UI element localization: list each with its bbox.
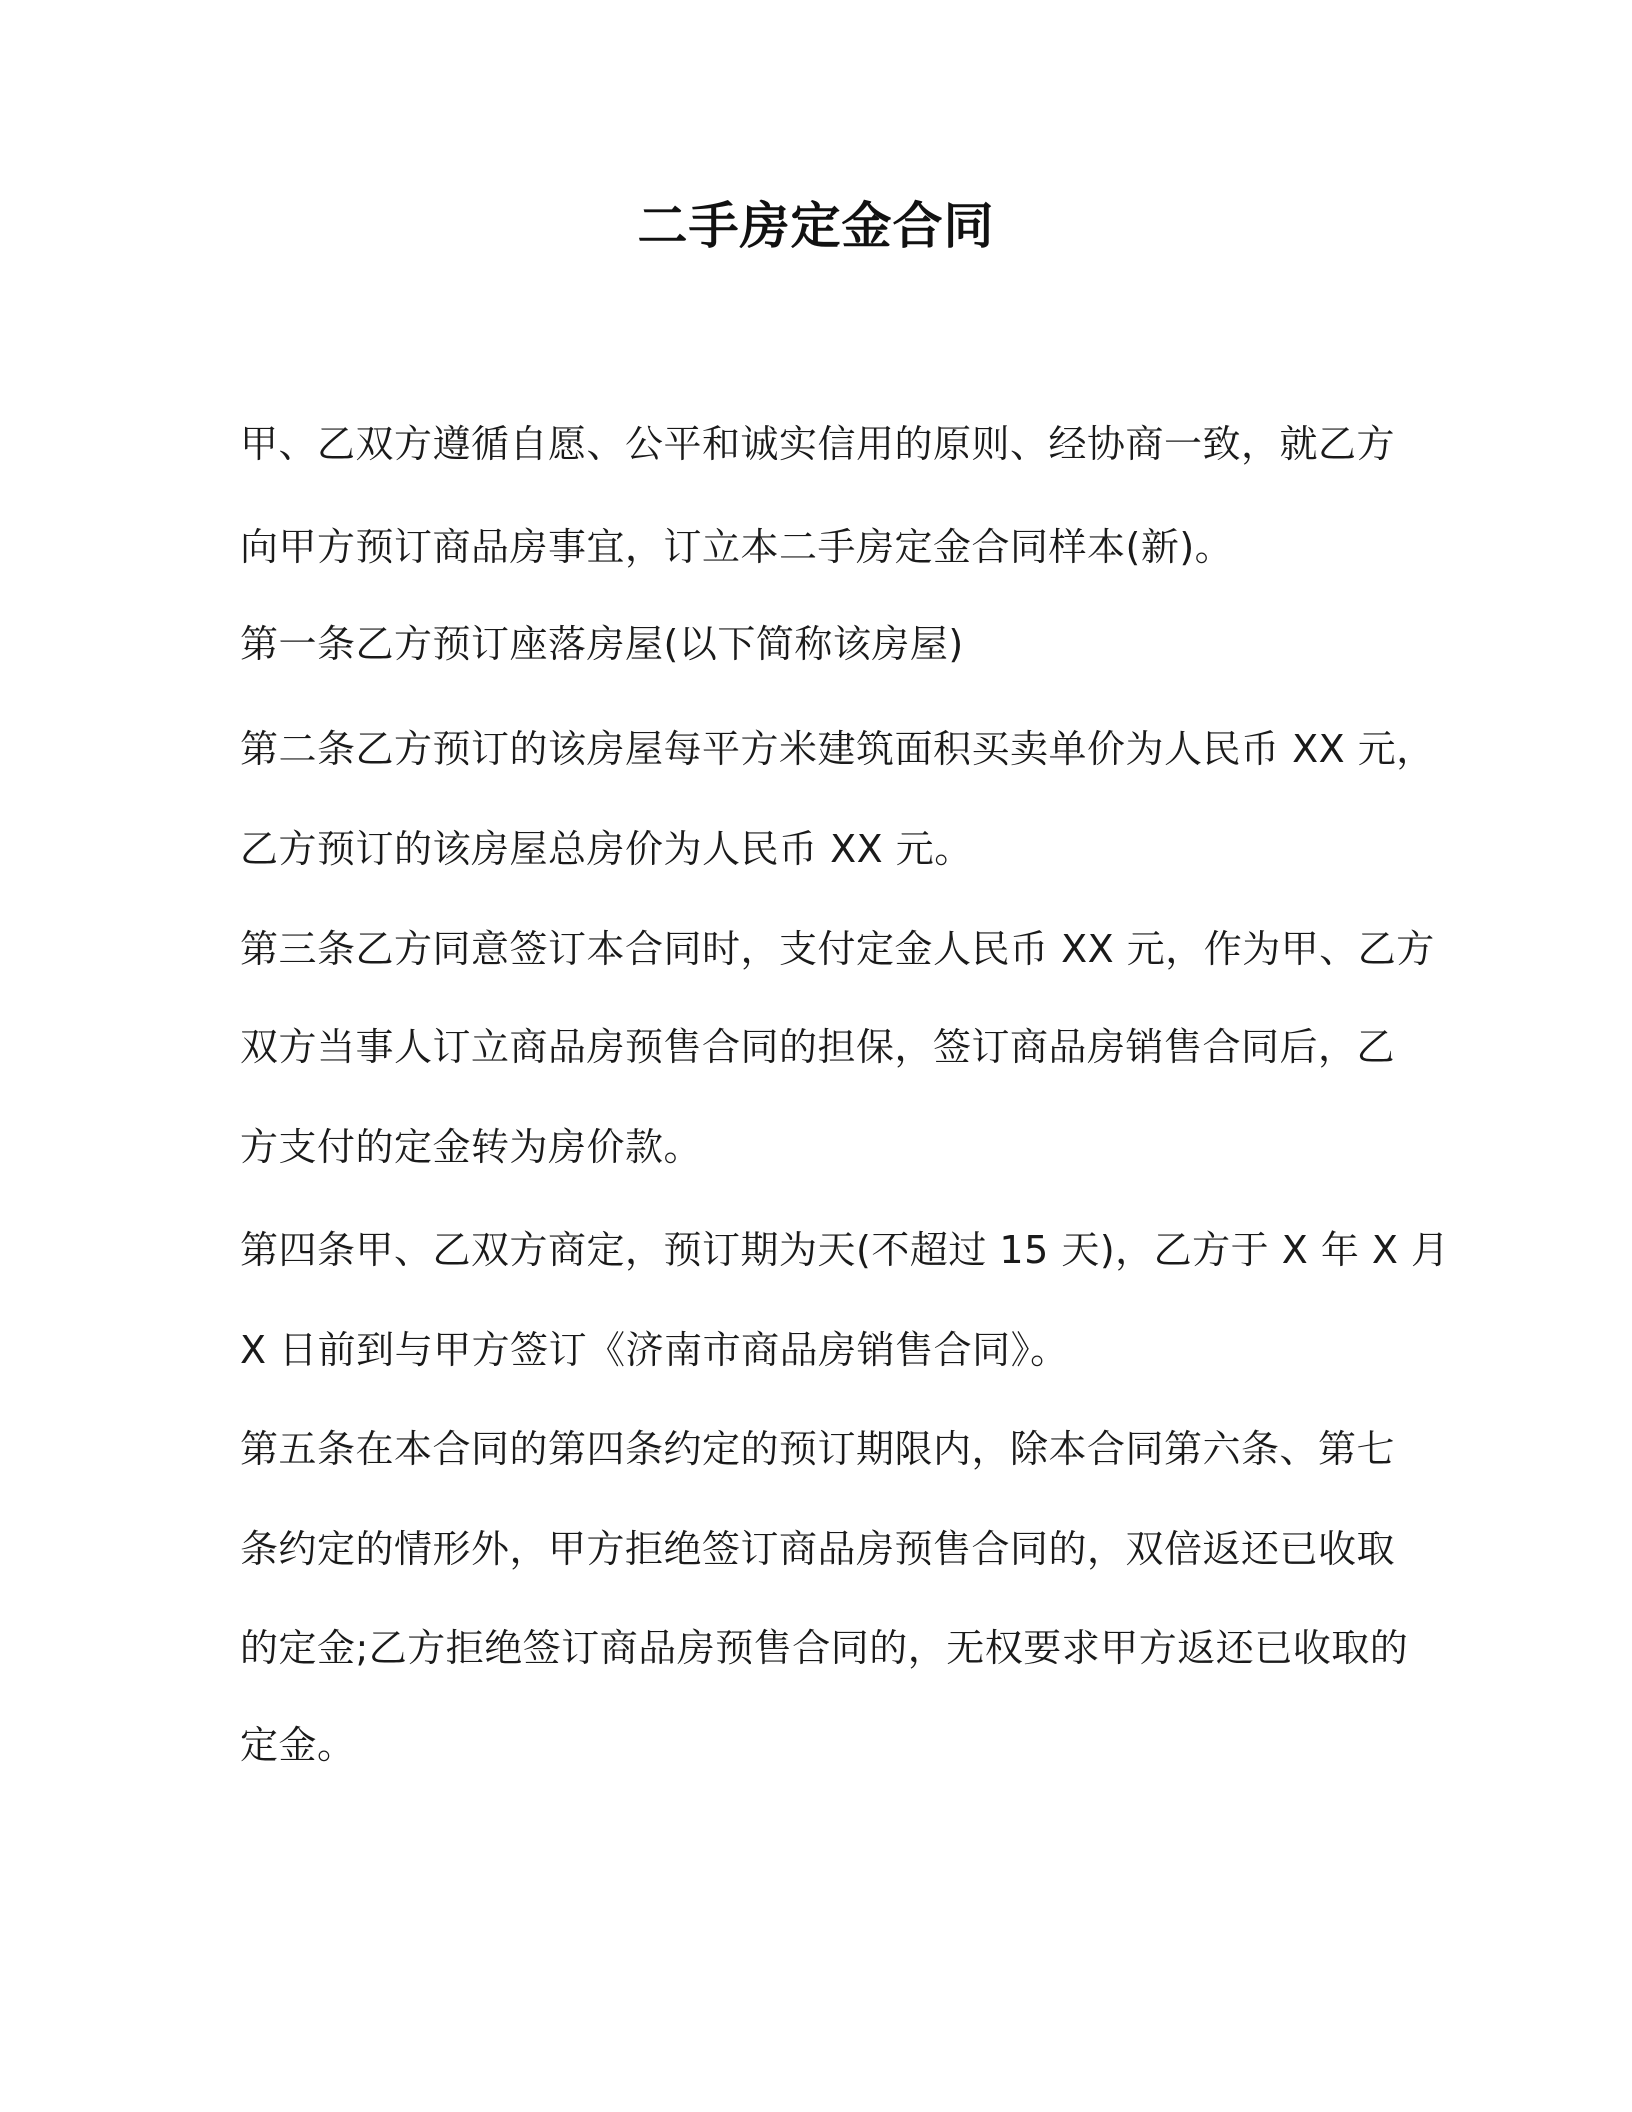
paragraph-line: 第三条乙方同意签订本合同时，支付定金人民币 XX 元，作为甲、乙方 bbox=[240, 927, 1435, 971]
paragraph-line: 向甲方预订商品房事宜，订立本二手房定金合同样本(新)。 bbox=[240, 525, 1234, 569]
paragraph-line: 甲、乙双方遵循自愿、公平和诚实信用的原则、经协商一致，就乙方 bbox=[240, 422, 1396, 466]
paragraph-line: 双方当事人订立商品房预售合同的担保，签订商品房销售合同后，乙 bbox=[240, 1025, 1396, 1069]
paragraph-line: 的定金;乙方拒绝签订商品房预售合同的，无权要求甲方返还已收取的 bbox=[240, 1626, 1409, 1670]
paragraph-line: 第四条甲、乙双方商定，预订期为天(不超过 15 天)，乙方于 X 年 X 月 bbox=[240, 1228, 1450, 1272]
paragraph-line: 定金。 bbox=[240, 1723, 356, 1767]
paragraph-line: X 日前到与甲方签订《济南市商品房销售合同》。 bbox=[240, 1328, 1069, 1372]
paragraph-line: 第二条乙方预订的该房屋每平方米建筑面积买卖单价为人民币 XX 元， bbox=[240, 727, 1435, 771]
paragraph-line: 条约定的情形外，甲方拒绝签订商品房预售合同的，双倍返还已收取 bbox=[240, 1527, 1396, 1571]
paragraph-line: 第五条在本合同的第四条约定的预订期限内，除本合同第六条、第七 bbox=[240, 1427, 1396, 1471]
paragraph-line: 方支付的定金转为房价款。 bbox=[240, 1125, 703, 1169]
paragraph-line: 第一条乙方预订座落房屋(以下简称该房屋) bbox=[240, 622, 964, 666]
paragraph-line: 乙方预订的该房屋总房价为人民币 XX 元。 bbox=[240, 827, 973, 871]
document-title: 二手房定金合同 bbox=[637, 197, 995, 255]
